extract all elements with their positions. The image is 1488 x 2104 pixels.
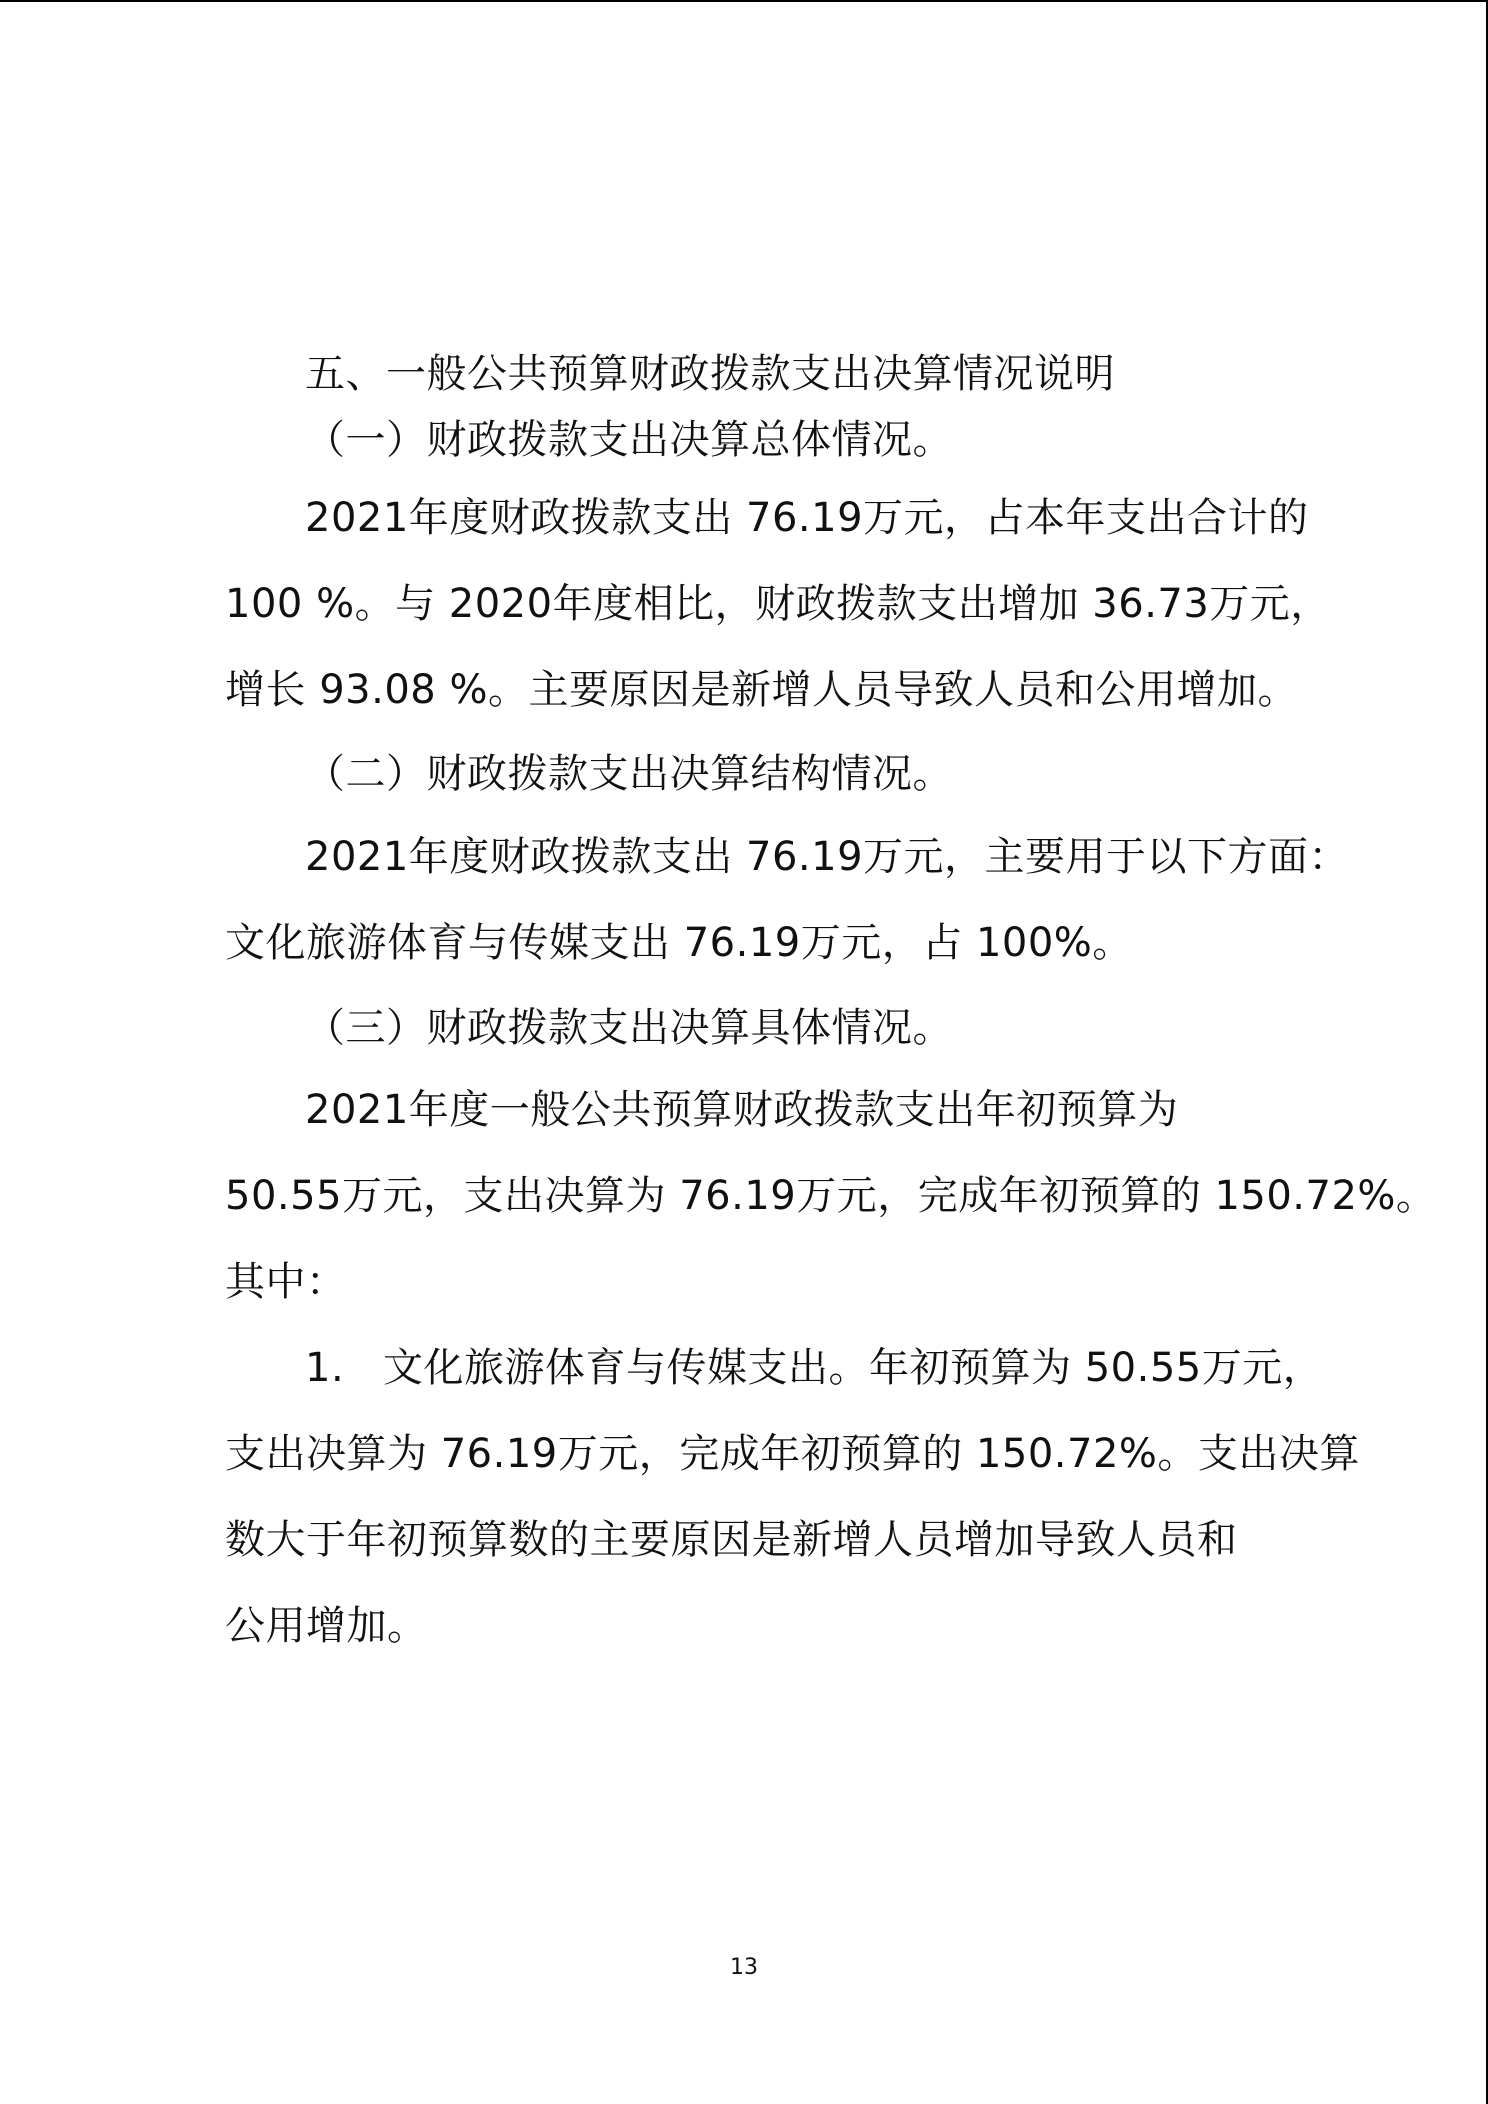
item-1-line-2: 支出决算为 76.19万元，完成年初预算的 150.72%。支出决算 <box>225 1431 1360 1477</box>
item-1-number: 1. <box>305 1345 345 1391</box>
sub1-line-1: 2021年度财政拨款支出 76.19万元，占本年支出合计的 <box>305 495 1309 541</box>
sub3-heading: （三）财政拨款支出决算具体情况。 <box>305 1005 953 1051</box>
sub1-line-2: 100 %。与 2020年度相比，财政拨款支出增加 36.73万元， <box>225 581 1331 627</box>
sub2-heading: （二）财政拨款支出决算结构情况。 <box>305 751 953 797</box>
sub3-line-3: 其中： <box>225 1259 347 1305</box>
item-1-line-3: 数大于年初预算数的主要原因是新增人员增加导致人员和 <box>225 1517 1238 1563</box>
item-1-line-1: 文化旅游体育与传媒支出。年初预算为 50.55万元， <box>383 1345 1324 1391</box>
sub3-line-2: 50.55万元，支出决算为 76.19万元，完成年初预算的 150.72%。 <box>225 1173 1437 1219</box>
sub3-line-1: 2021年度一般公共预算财政拨款支出年初预算为 <box>305 1087 1179 1133</box>
sub2-line-1: 2021年度财政拨款支出 76.19万元，主要用于以下方面： <box>305 834 1350 880</box>
page-top-border <box>0 0 1488 2</box>
sub1-line-3: 增长 93.08 %。主要原因是新增人员导致人员和公用增加。 <box>225 667 1298 713</box>
page-number: 13 <box>730 1955 758 1980</box>
sub2-line-2: 文化旅游体育与传媒支出 76.19万元，占 100%。 <box>225 920 1133 966</box>
item-1-line-4: 公用增加。 <box>225 1603 428 1649</box>
sub1-heading: （一）财政拨款支出决算总体情况。 <box>305 417 953 463</box>
section-heading: 五、一般公共预算财政拨款支出决算情况说明 <box>305 351 1115 397</box>
